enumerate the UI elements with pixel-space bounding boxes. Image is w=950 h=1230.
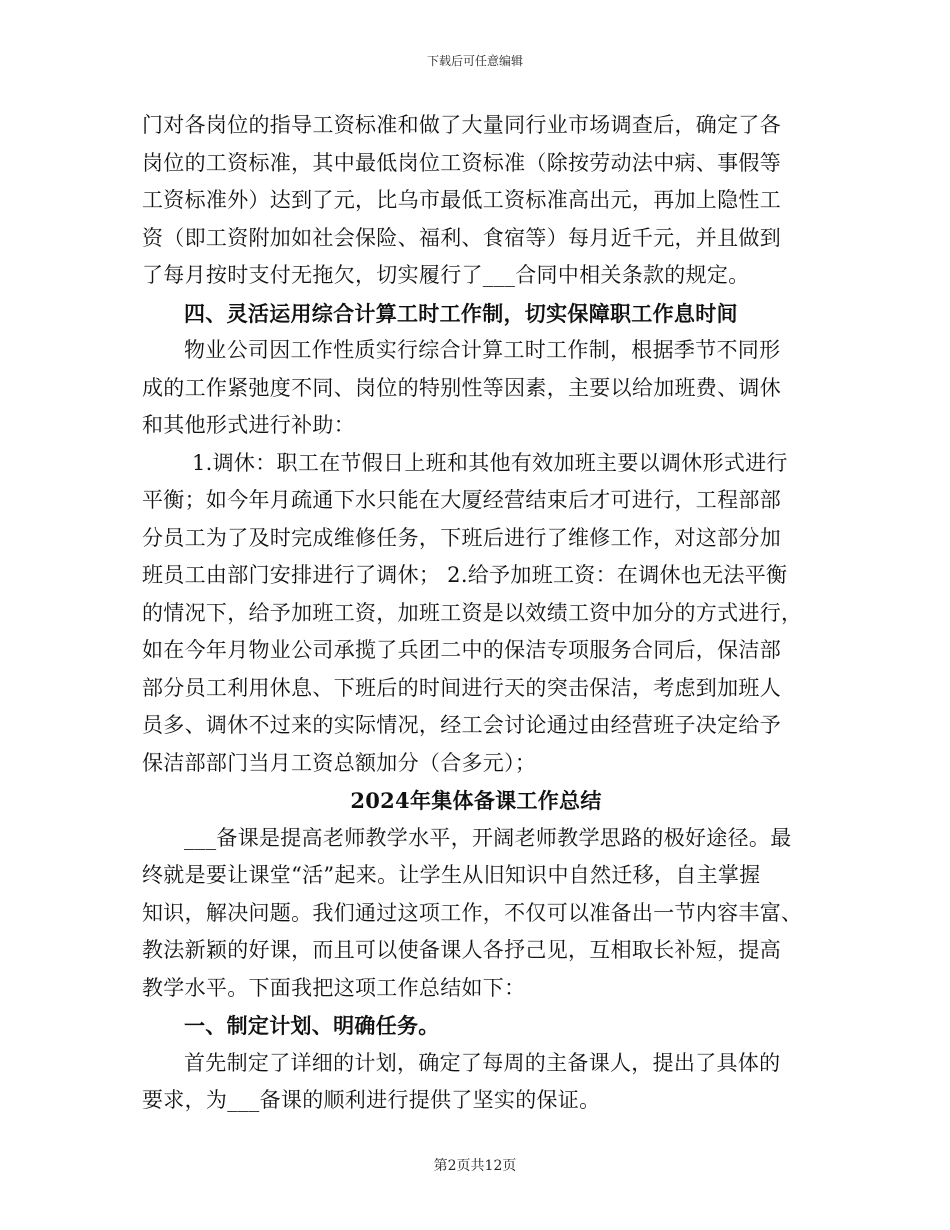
text-line: 教法新颖的好课，而且可以使备课人各抒己见，互相取长补短，提高 — [142, 938, 781, 962]
section-heading: 四、灵活运用综合计算工时工作制，切实保障职工作息时间 — [184, 300, 738, 326]
page-footer: 第2页共12页 — [433, 1158, 517, 1174]
text-line: 工资标准外）达到了元，比乌市最低工资标准高出元，再加上隐性工 — [142, 188, 781, 212]
document-title: 2024年集体备课工作总结 — [350, 788, 602, 813]
document-body — [142, 107, 810, 1120]
text-line: 教学水平。下面我把这项工作总结如下： — [142, 975, 526, 1000]
text-line: 和其他形式进行补助： — [142, 413, 355, 437]
text-line: 的情况下，给予加班工资，加班工资是以效绩工资中加分的方式进行， — [142, 600, 803, 625]
section-heading: 一、制定计划、明确任务。 — [184, 1013, 440, 1038]
page-header: 下载后可任意编辑 — [426, 54, 523, 68]
text-line: 首先制定了详细的计划，确定了每周的主备课人，提出了具体的 — [184, 1050, 781, 1075]
text-line: 资（即工资附加如社会保险、福利、食宿等）每月近千元，并且做到 — [142, 225, 781, 250]
text-line: 员多、调休不过来的实际情况，经工会讨论通过由经营班子决定给予 — [142, 713, 781, 737]
text-line: 要求，为___备课的顺利进行提供了坚实的保证。 — [142, 1088, 601, 1112]
text-line: 成的工作紧弛度不同、岗位的特别性等因素，主要以给加班费、调休 — [142, 375, 781, 400]
text-line: 保洁部部门当月工资总额加分（合多元）； — [142, 750, 537, 775]
text-line: 门对各岗位的指导工资标准和做了大量同行业市场调查后，确定了各 — [142, 113, 781, 137]
text-line: 终就是要让课堂“活”起来。让学生从旧知识中自然迁移，自主掌握 — [142, 863, 761, 887]
text-line: 班员工由部门安排进行了调休； 2.给予加班工资：在调休也无法平衡 — [142, 563, 788, 587]
text-line: 物业公司因工作性质实行综合计算工时工作制，根据季节不同形 — [184, 338, 781, 362]
text-line: 如在今年月物业公司承揽了兵团二中的保洁专项服务合同后，保洁部 — [142, 638, 781, 662]
text-line: 分员工为了及时完成维修任务，下班后进行了维修工作，对这部分加 — [142, 525, 781, 550]
text-line: 知识，解决问题。我们通过这项工作，不仅可以准备出一节内容丰富、 — [142, 900, 803, 925]
text-line: 1.调休：职工在节假日上班和其他有效加班主要以调休形式进行 — [192, 450, 788, 475]
text-line: 部分员工利用休息、下班后的时间进行天的突击保洁，考虑到加班人 — [142, 675, 781, 700]
text-line: 岗位的工资标准，其中最低岗位工资标准（除按劳动法中病、事假等 — [142, 150, 781, 175]
text-line: 了每月按时支付无拖欠，切实履行了___合同中相关条款的规定。 — [142, 263, 750, 287]
text-line: ___备课是提高老师教学水平，开阔老师教学思路的极好途径。最 — [184, 825, 792, 850]
text-line: 平衡；如今年月疏通下水只能在大厦经营结束后才可进行，工程部部 — [142, 488, 781, 512]
